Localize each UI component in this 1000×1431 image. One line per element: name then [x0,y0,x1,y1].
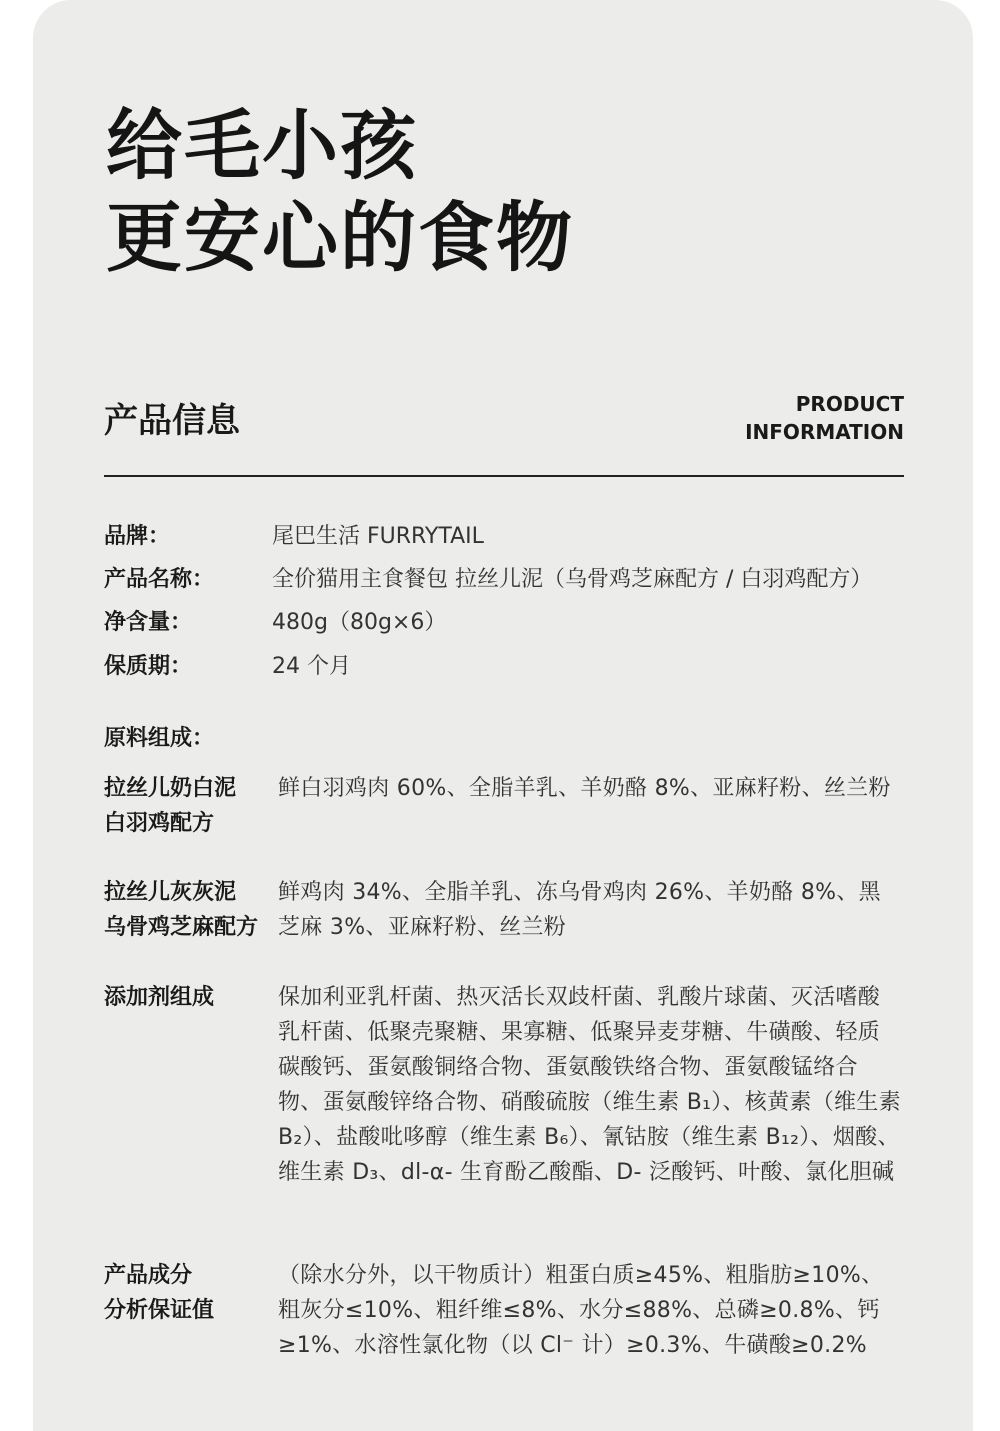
additives-label [104,980,274,1015]
recipe-grey-value: 鲜鸡肉 34%、全脂羊乳、冻乌骨鸡肉 26%、羊奶酪 8%、黑芝麻 3%、亚麻籽粉、丝兰粉 [278,880,881,940]
recipe-white-label [104,771,274,841]
analysis-label-line-2: 分析保证值 [104,1298,215,1323]
headline-line-2: 更安心的食物 [106,193,574,282]
ingredients-label: 原料组成： [104,726,215,751]
product-name-value: 全价猫用主食餐包 拉丝儿泥（乌骨鸡芝麻配方 / 白羽鸡配方） [272,567,873,592]
analysis-label-line-1: 产品成分 [104,1263,193,1288]
section-title-en-line-2: INFORMATION [745,420,904,444]
recipe-white-label-line-2: 白羽鸡配方 [104,811,215,836]
recipe-grey-label [104,875,274,945]
additives-value: 保加利亚乳杆菌、热灭活长双歧杆菌、乳酸片球菌、灭活嗜酸乳杆菌、低聚壳聚糖、果寡糖、低聚异麦芽糖、牛磺酸、轻质碳酸钙、蛋氨酸铜络合物、蛋氨酸铁络合物、蛋氨酸锰络合物、蛋氨酸锌络合物、硝酸硫胺（维生素 B₁）、核黄素（维生素 B₂）、盐酸吡哆醇（维生素 B₆）、氰钴胺（维生素 B₁₂）、烟酸、维生素 D₃、dl-α- 生育酚乙酸酯、D- 泛酸钙、叶酸、氯化胆碱 [278,985,901,1185]
section-title-en-line-1: PRODUCT [795,392,904,416]
headline-line-1: 给毛小孩 [106,101,418,190]
recipe-white-label-line-1: 拉丝儿奶白泥 [104,776,237,801]
shelf-life-label: 保质期： [104,654,193,679]
section-divider [104,475,904,477]
net-weight-value: 480g（80g×6） [272,610,447,635]
additives-label-line-1: 添加剂组成 [104,985,215,1010]
headline [106,100,574,284]
brand-value: 尾巴生活 FURRYTAIL [272,524,484,549]
section-title: 产品信息 [104,401,240,441]
product-name-label: 产品名称： [104,567,215,592]
analysis-value: （除水分外，以干物质计）粗蛋白质≥45%、粗脂肪≥10%、粗灰分≤10%、粗纤维≤8%、水分≤88%、总磷≥0.8%、钙≥1%、水溶性氯化物（以 Cl⁻ 计）≥0.3%、牛磺酸≥0.2% [278,1263,884,1358]
brand-label: 品牌： [104,524,171,549]
recipe-grey-label-line-2: 乌骨鸡芝麻配方 [104,915,259,940]
analysis-label [104,1258,274,1328]
section-title-en [745,390,904,446]
shelf-life-value: 24 个月 [272,654,351,679]
net-weight-label: 净含量： [104,610,193,635]
recipe-white-value: 鲜白羽鸡肉 60%、全脂羊乳、羊奶酪 8%、亚麻籽粉、丝兰粉 [278,776,891,801]
recipe-grey-label-line-1: 拉丝儿灰灰泥 [104,880,237,905]
